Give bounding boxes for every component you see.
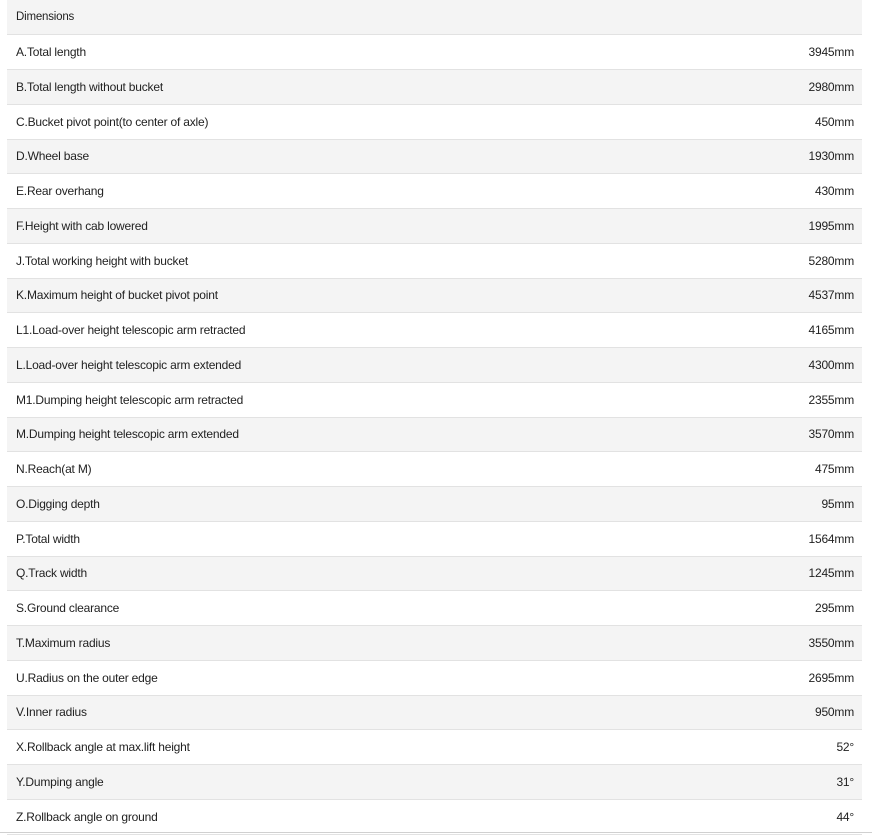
dimension-label: D.Wheel base — [7, 139, 685, 174]
table-row — [7, 799, 862, 834]
table-row — [7, 730, 862, 765]
table-row — [7, 765, 862, 800]
dimension-label: P.Total width — [7, 521, 685, 556]
table-row — [7, 382, 862, 417]
dimension-value: 475mm — [685, 452, 862, 487]
dimension-value: 31° — [685, 765, 862, 800]
dimension-value: 1930mm — [685, 139, 862, 174]
dimension-value: 1564mm — [685, 521, 862, 556]
dimension-value: 52° — [685, 730, 862, 765]
table-row — [7, 209, 862, 244]
dimension-value: 1995mm — [685, 209, 862, 244]
dimension-label: T.Maximum radius — [7, 626, 685, 661]
dimension-value: 295mm — [685, 591, 862, 626]
dimension-value: 3550mm — [685, 626, 862, 661]
table-header-value — [685, 0, 862, 35]
dimension-label: L.Load-over height telescopic arm extended — [7, 348, 685, 383]
dimension-value: 4165mm — [685, 313, 862, 348]
table-row — [7, 417, 862, 452]
table-row — [7, 626, 862, 661]
table-row — [7, 278, 862, 313]
table-row — [7, 70, 862, 105]
dimension-label: A.Total length — [7, 35, 685, 70]
dimension-label: Y.Dumping angle — [7, 765, 685, 800]
table-row — [7, 104, 862, 139]
table-row — [7, 139, 862, 174]
dimension-value: 4300mm — [685, 348, 862, 383]
dimension-value: 3570mm — [685, 417, 862, 452]
dimension-label: B.Total length without bucket — [7, 70, 685, 105]
dimension-label: M1.Dumping height telescopic arm retracted — [7, 382, 685, 417]
table-row — [7, 521, 862, 556]
dimension-value: 2695mm — [685, 660, 862, 695]
dimension-label: U.Radius on the outer edge — [7, 660, 685, 695]
dimension-value: 5280mm — [685, 243, 862, 278]
dimension-label: Q.Track width — [7, 556, 685, 591]
dimension-label: M.Dumping height telescopic arm extended — [7, 417, 685, 452]
dimension-value: 95mm — [685, 487, 862, 522]
dimensions-table — [7, 0, 862, 835]
dimension-label: V.Inner radius — [7, 695, 685, 730]
dimension-value: 2980mm — [685, 70, 862, 105]
dimension-value: 430mm — [685, 174, 862, 209]
table-row — [7, 695, 862, 730]
table-header-row — [7, 0, 862, 35]
table-row — [7, 591, 862, 626]
table-bottom-divider — [0, 832, 872, 833]
dimension-label: S.Ground clearance — [7, 591, 685, 626]
dimension-value: 1245mm — [685, 556, 862, 591]
table-row — [7, 556, 862, 591]
dimension-label: X.Rollback angle at max.lift height — [7, 730, 685, 765]
dimension-value: 950mm — [685, 695, 862, 730]
table-row — [7, 452, 862, 487]
dimension-label: J.Total working height with bucket — [7, 243, 685, 278]
table-row — [7, 313, 862, 348]
dimension-label: E.Rear overhang — [7, 174, 685, 209]
table-row — [7, 348, 862, 383]
table-row — [7, 660, 862, 695]
table-row — [7, 243, 862, 278]
table-row — [7, 174, 862, 209]
dimension-label: Z.Rollback angle on ground — [7, 799, 685, 834]
dimension-value: 2355mm — [685, 382, 862, 417]
table-row — [7, 487, 862, 522]
dimension-label: L1.Load-over height telescopic arm retracted — [7, 313, 685, 348]
dimension-value: 450mm — [685, 104, 862, 139]
dimension-label: K.Maximum height of bucket pivot point — [7, 278, 685, 313]
table-header-label: Dimensions — [7, 0, 685, 35]
dimension-label: O.Digging depth — [7, 487, 685, 522]
dimension-label: F.Height with cab lowered — [7, 209, 685, 244]
dimension-value: 44° — [685, 799, 862, 834]
table-row — [7, 35, 862, 70]
dimension-value: 3945mm — [685, 35, 862, 70]
dimension-value: 4537mm — [685, 278, 862, 313]
dimension-label: N.Reach(at M) — [7, 452, 685, 487]
dimension-label: C.Bucket pivot point(to center of axle) — [7, 104, 685, 139]
